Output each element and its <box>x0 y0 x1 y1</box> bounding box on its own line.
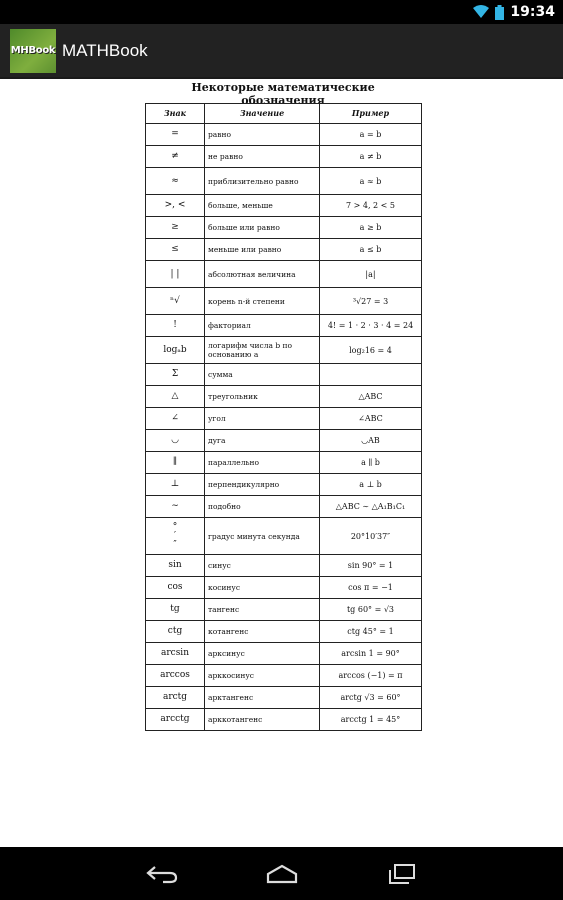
sign-cell: sin <box>146 555 205 577</box>
back-button[interactable] <box>142 859 182 889</box>
example-cell: 20°10′37″ <box>320 518 422 555</box>
table-row <box>146 555 422 577</box>
sign-cell: ∼ <box>146 496 205 518</box>
meaning-cell: подобно <box>205 496 320 518</box>
meaning-cell: арктангенс <box>205 687 320 709</box>
sign-cell: △ <box>146 386 205 408</box>
table-header-row <box>146 104 422 124</box>
example-cell: a ≈ b <box>320 168 422 195</box>
document-title: Некоторые математические обозначения <box>191 81 375 107</box>
example-cell: a = b <box>320 124 422 146</box>
meaning-cell: сумма <box>205 364 320 386</box>
table-row <box>146 599 422 621</box>
table-row <box>146 195 422 217</box>
table-row <box>146 474 422 496</box>
table-row <box>146 518 422 555</box>
example-cell: sin 90° = 1 <box>320 555 422 577</box>
table-row <box>146 621 422 643</box>
home-button[interactable] <box>262 859 302 889</box>
symbols-table <box>145 103 422 731</box>
sign-cell: ∠ <box>146 408 205 430</box>
table-row <box>146 315 422 337</box>
sign-cell: arccos <box>146 665 205 687</box>
table-row <box>146 687 422 709</box>
sign-cell: logₐb <box>146 337 205 364</box>
home-icon <box>265 864 299 884</box>
table-row <box>146 124 422 146</box>
sign-cell: ≤ <box>146 239 205 261</box>
example-cell: △ABC ∼ △A₁B₁C₁ <box>320 496 422 518</box>
app-title: MATHBook <box>62 40 148 60</box>
clock: 19:34 <box>510 4 555 20</box>
meaning-cell: арксинус <box>205 643 320 665</box>
sign-cell: ! <box>146 315 205 337</box>
example-cell: ³√27 = 3 <box>320 288 422 315</box>
sign-cell: ⊥ <box>146 474 205 496</box>
meaning-cell: тангенс <box>205 599 320 621</box>
example-cell: ∠ABC <box>320 408 422 430</box>
example-cell: arccos (−1) = π <box>320 665 422 687</box>
meaning-cell: больше или равно <box>205 217 320 239</box>
header-example: Пример <box>320 104 422 124</box>
table-row <box>146 386 422 408</box>
meaning-cell: арккотангенс <box>205 709 320 731</box>
meaning-cell: больше, меньше <box>205 195 320 217</box>
table-row <box>146 408 422 430</box>
meaning-cell: факториал <box>205 315 320 337</box>
meaning-cell: логарифм числа b по основанию a <box>205 337 320 364</box>
meaning-cell: параллельно <box>205 452 320 474</box>
table-row <box>146 452 422 474</box>
example-cell: cos π = −1 <box>320 577 422 599</box>
table-row <box>146 261 422 288</box>
sign-cell: >, < <box>146 195 205 217</box>
sign-cell: ≥ <box>146 217 205 239</box>
recent-apps-icon <box>387 863 417 885</box>
table-row <box>146 364 422 386</box>
meaning-cell: равно <box>205 124 320 146</box>
table-row <box>146 217 422 239</box>
meaning-cell: приблизительно равно <box>205 168 320 195</box>
sign-cell: ◡ <box>146 430 205 452</box>
status-bar <box>0 0 563 24</box>
sign-cell: ∥ <box>146 452 205 474</box>
sign-cell: arcctg <box>146 709 205 731</box>
header-meaning: Значение <box>205 104 320 124</box>
sign-cell: ≠ <box>146 146 205 168</box>
example-cell: a ≠ b <box>320 146 422 168</box>
example-cell: ◡AB <box>320 430 422 452</box>
example-cell: arcsin 1 = 90° <box>320 643 422 665</box>
sign-cell: ° ′ ″ <box>146 518 205 555</box>
battery-icon <box>495 5 504 20</box>
example-cell: a ∥ b <box>320 452 422 474</box>
sign-cell: Σ <box>146 364 205 386</box>
meaning-cell: арккосинус <box>205 665 320 687</box>
example-cell: arcctg 1 = 45° <box>320 709 422 731</box>
meaning-cell: не равно <box>205 146 320 168</box>
app-logo[interactable]: MHBook <box>10 29 56 73</box>
navigation-bar <box>0 847 563 900</box>
sign-cell: ≈ <box>146 168 205 195</box>
table-row <box>146 665 422 687</box>
example-cell: a ≥ b <box>320 217 422 239</box>
meaning-cell: треугольник <box>205 386 320 408</box>
meaning-cell: синус <box>205 555 320 577</box>
table-row <box>146 168 422 195</box>
example-cell: 7 > 4, 2 < 5 <box>320 195 422 217</box>
sign-cell: cos <box>146 577 205 599</box>
sign-cell: | | <box>146 261 205 288</box>
example-cell: log₂16 = 4 <box>320 337 422 364</box>
meaning-cell: корень n-й степени <box>205 288 320 315</box>
example-cell: arctg √3 = 60° <box>320 687 422 709</box>
table-row <box>146 643 422 665</box>
meaning-cell: угол <box>205 408 320 430</box>
sign-cell: arcsin <box>146 643 205 665</box>
example-cell: ctg 45° = 1 <box>320 621 422 643</box>
sign-cell: ctg <box>146 621 205 643</box>
meaning-cell: перпендикулярно <box>205 474 320 496</box>
example-cell: 4! = 1 · 2 · 3 · 4 = 24 <box>320 315 422 337</box>
example-cell: △ABC <box>320 386 422 408</box>
table-row <box>146 288 422 315</box>
meaning-cell: абсолютная величина <box>205 261 320 288</box>
sign-cell: ⁿ√ <box>146 288 205 315</box>
table-row <box>146 239 422 261</box>
meaning-cell: дуга <box>205 430 320 452</box>
example-cell: |a| <box>320 261 422 288</box>
meaning-cell: косинус <box>205 577 320 599</box>
example-cell: a ⊥ b <box>320 474 422 496</box>
example-cell: tg 60° = √3 <box>320 599 422 621</box>
meaning-cell: котангенс <box>205 621 320 643</box>
back-icon <box>145 864 179 884</box>
action-bar <box>0 24 563 79</box>
sign-cell: = <box>146 124 205 146</box>
wifi-icon <box>473 5 489 19</box>
table-row <box>146 430 422 452</box>
sign-cell: tg <box>146 599 205 621</box>
sign-cell: arctg <box>146 687 205 709</box>
meaning-cell: меньше или равно <box>205 239 320 261</box>
meaning-cell: градус минута секунда <box>205 518 320 555</box>
example-cell: a ≤ b <box>320 239 422 261</box>
table-row <box>146 709 422 731</box>
example-cell <box>320 364 422 386</box>
table-row <box>146 337 422 364</box>
table-row <box>146 496 422 518</box>
header-sign: Знак <box>146 104 205 124</box>
recent-apps-button[interactable] <box>382 859 422 889</box>
table-row <box>146 577 422 599</box>
table-row <box>146 146 422 168</box>
document-page[interactable] <box>0 79 563 847</box>
